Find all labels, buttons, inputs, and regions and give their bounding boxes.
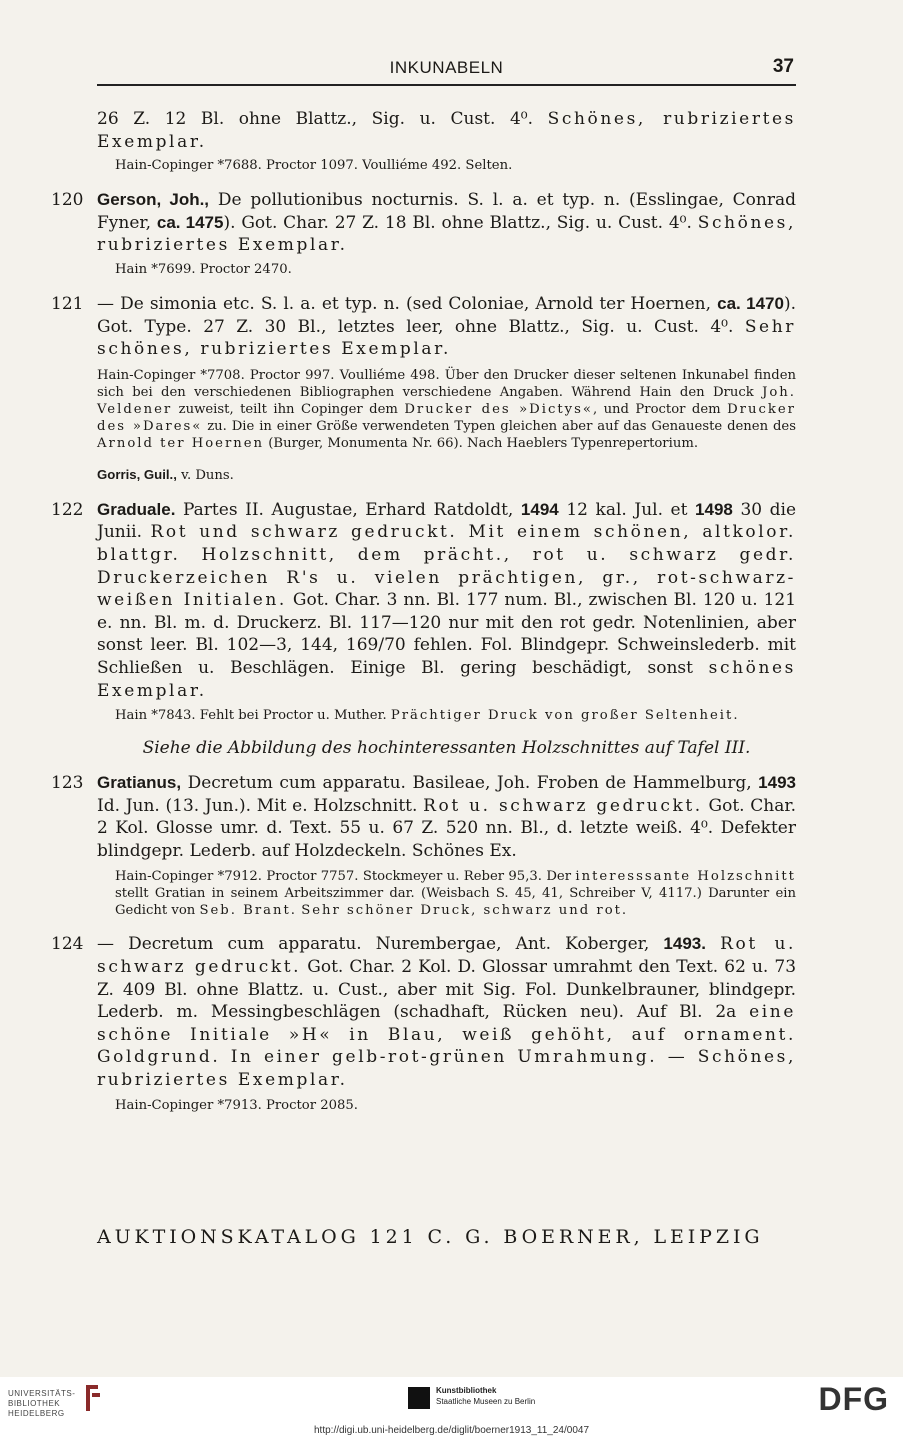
entry-number: 122 [51, 499, 84, 520]
university-library-logo: UNIVERSITÄTS- BIBLIOTHEK HEIDELBERG [8, 1389, 76, 1418]
entry-heading: Gerson, Joh., [97, 190, 210, 210]
running-header [97, 58, 796, 86]
bibliographic-note: Hain-Copinger *7708. Proctor 997. Voulliéme 498. Über den Drucker dieser seltenen Inkunabel finden sich bei den verschiedenen Bibliographen verschiedene Angaben. Während Hain den Druck Joh. Veldener zuweist, teilt ihn Copinger dem Drucker des »Dictys«, und Proctor dem Drucker des »Dares« zu. Die in einer Größe verwendeten Typen gleichen aber auf das Genaueste denen des Arnold ter Hoernen (Burger, Monumenta Nr. 66). Nach Haeblers Typenrepertorium. [97, 367, 796, 451]
entry-124 [51, 933, 797, 1113]
university-library-icon [82, 1383, 102, 1413]
entry-date: ca. 1475 [156, 212, 224, 232]
dfg-logo: DFG [818, 1381, 889, 1417]
bibliographic-note: Hain-Copinger *7688. Proctor 1097. Voulliéme 492. Selten. [115, 158, 513, 174]
catalog-content [51, 108, 797, 1114]
entry-text: — Decretum cum apparatu. Nurembergae, Ant. Koberger, 1493. Rot u. schwarz gedruckt. Got. Char. 2 Kol. D. Glossar umrahmt den Text. 62 u. 73 Z. 409 Bl. ohne Blattz. u. Cust., aber mit Sig. Fol. Dunkelbrauner, blindgepr. Lederb. m. Messingbeschlägen (schadhaft, Rücken neu). Auf Bl. 2a eine schöne Initiale »H« in Blau, weiß gehöht, auf ornament. Goldgrund. In einer gelb-rot-grünen Umrahmung. — Schönes, rubriziertes Exemplar. [97, 934, 797, 1091]
entry-123 [51, 772, 797, 919]
entry-date: 1498 [695, 499, 733, 519]
entry-122 [51, 499, 797, 759]
plate-reference: Siehe die Abbildung des hochinteressanten Holzschnittes auf Tafel III. [142, 738, 751, 759]
entry-continuation [97, 108, 796, 174]
entry-heading: — [97, 934, 114, 955]
kunstbibliothek-icon [408, 1387, 430, 1409]
entry-121 [51, 293, 796, 452]
entry-date: 1494 [520, 499, 559, 519]
entry-120 [51, 189, 796, 278]
entry-number: 123 [51, 773, 84, 794]
entry-number: 120 [51, 190, 84, 211]
entry-text: Graduale. Partes II. Augustae, Erhard Ratdoldt, 1494 12 kal. Jul. et 1498 30 die Junii. Rot und schwarz gedruckt. Mit einem schönen, altkolor. blattgr. Holzschnitt, dem prächt., rot u. schwarz gedr. Druckerzeichen R's u. vielen prächtigen, gr., rot-schwarz-weißen Initialen. Got. Char. 3 nn. Bl. 177 num. Bl., zwischen Bl. 120 u. 121 e. nn. Bl. m. d. Druckerz. Bl. 117—120 nur mit den rot gedr. Notenlinien, aber sonst leer. Bl. 102—3, 144, 169/70 fehlen. Fol. Blindgepr. Schweinslederb. mit Schließen u. Beschlägen. Einige Bl. gering beschädigt, sonst schönes Exemplar. [97, 499, 797, 701]
digitization-bar [0, 1377, 903, 1439]
entry-heading: Gratianus, [97, 773, 182, 793]
entry-number: 121 [51, 293, 84, 314]
entry-text: Gerson, Joh., De pollutionibus nocturnis. S. l. a. et typ. n. (Esslingae, Conrad Fyner, ca. 1475). Got. Char. 27 Z. 18 Bl. ohne Blattz., Sig. u. Cust. 4⁰. Schönes, rubriziertes Exemplar. [97, 190, 796, 256]
kunstbibliothek-logo: Kunstbibliothek Staatliche Museen zu Berlin [436, 1386, 536, 1406]
cross-reference: Gorris, Guil., v. Duns. [97, 466, 234, 483]
entry-date: 1493. [663, 934, 706, 954]
bibliographic-note: Hain-Copinger *7913. Proctor 2085. [115, 1097, 358, 1113]
entry-text: Gratianus, Decretum cum apparatu. Basileae, Joh. Froben de Hammelburg, 1493 Id. Jun. (13. Jun.). Mit e. Holzschnitt. Rot u. schwarz gedruckt. Got. Char. 2 Kol. Glosse umr. d. Text. 55 u. 67 Z. 520 nn. Bl., d. letzte weiß. 4⁰. Defekter blindgepr. Lederb. auf Holzdeckeln. Schönes Ex. [97, 773, 797, 861]
entry-text: 26 Z. 12 Bl. ohne Blattz., Sig. u. Cust. 4⁰. Schönes, rubriziertes Exemplar. [97, 109, 796, 152]
crossref-heading: Gorris, Guil., [97, 466, 177, 482]
entry-heading: Graduale. [97, 499, 176, 519]
header-title: INKUNABELN [389, 58, 504, 77]
entry-heading: — [97, 293, 114, 314]
bibliographic-note: Hain *7843. Fehlt bei Proctor u. Muther. Prächtiger Druck von großer Seltenheit. [115, 708, 740, 724]
entry-number: 124 [51, 934, 84, 955]
entry-date: 1493 [758, 773, 796, 793]
bibliographic-note: Hain-Copinger *7912. Proctor 7757. Stockmeyer u. Reber 95,3. Der interesssante Holzschnitt stellt Gratian in seinem Arbeitszimmer dar. (Weisbach S. 45, 41, Schreiber V, 4117.) Darunter ein Gedicht von Seb. Brant. Sehr schöner Druck, schwarz und rot. [115, 869, 796, 919]
bibliographic-note: Hain *7699. Proctor 2470. [115, 261, 292, 277]
source-url[interactable]: http://digi.ub.uni-heidelberg.de/diglit/boerner1913_11_24/0047 [313, 1425, 590, 1436]
catalog-footer: AUKTIONSKATALOG 121 C. G. BOERNER, LEIPZIG [97, 1226, 764, 1248]
page-number: 37 [772, 56, 794, 77]
entry-text: — De simonia etc. S. l. a. et typ. n. (sed Coloniae, Arnold ter Hoernen, ca. 1470). Got. Type. 27 Z. 30 Bl., letztes leer, ohne Blattz., Sig. u. Cust. 4⁰. Sehr schönes, rubriziertes Exemplar. [97, 293, 796, 360]
entry-date: ca. 1470 [717, 293, 784, 313]
